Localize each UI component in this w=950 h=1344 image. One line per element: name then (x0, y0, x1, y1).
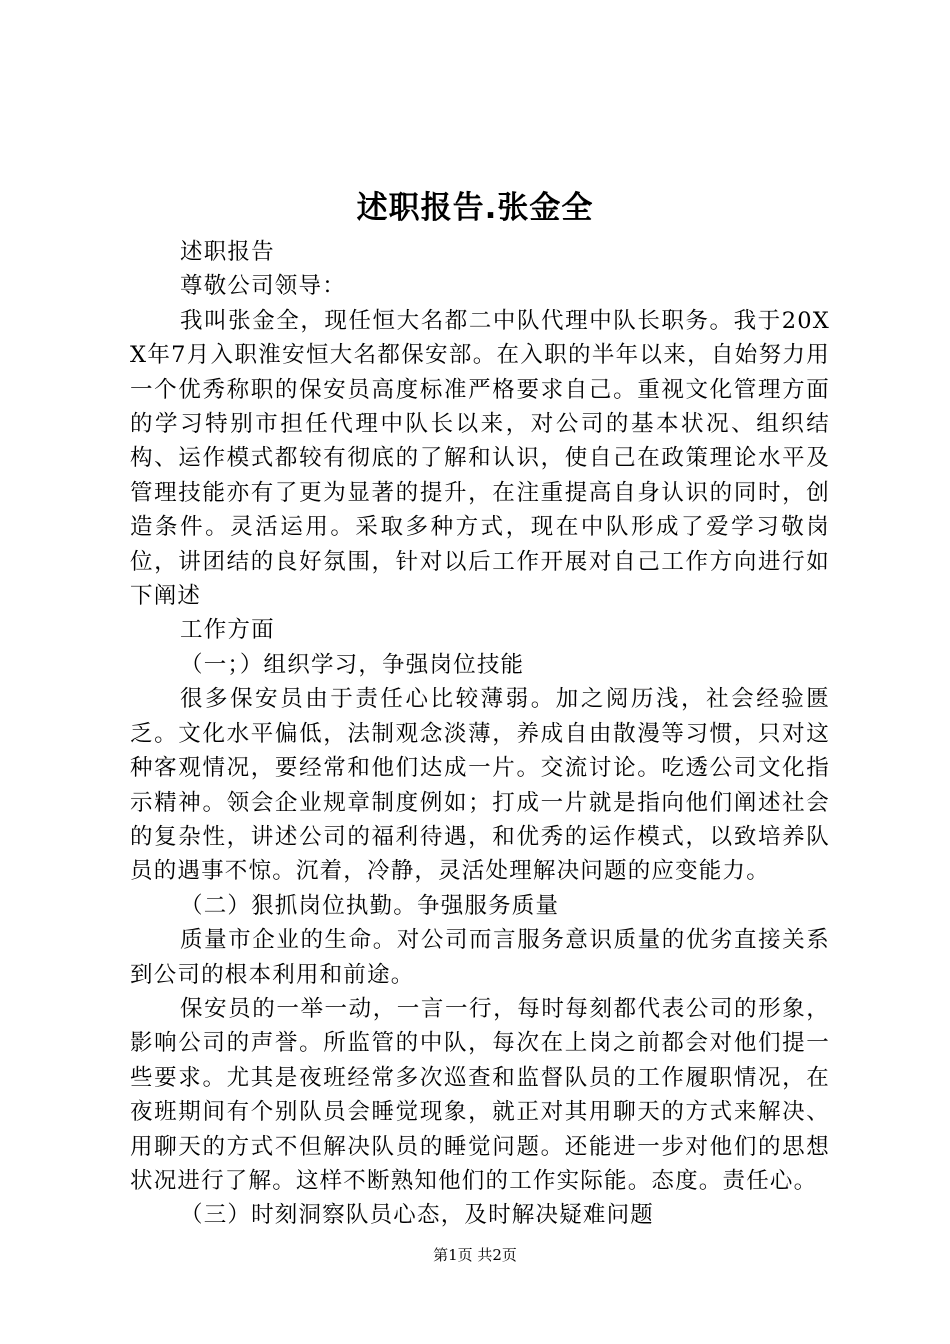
paragraph-intro: 我叫张金全，现任恒大名都二中队代理中队长职务。我于20XX年7月入职淮安恒大名都保安部。在入职的半年以来，自始努力用一个优秀称职的保安员高度标准严格要求自己。重视文化管理方面的学习特别市担任代理中队长以来，对公司的基本状况、组织结构、运作模式都较有彻底的了解和认识，使自己在政策理论水平及管理技能亦有了更为显著的提升，在注重提高自身认识的同时，创造条件。灵活运用。采取多种方式，现在中队形成了爱学习敬岗位，讲团结的良好氛围，针对以后工作开展对自己工作方向进行如下阐述 (130, 307, 830, 610)
document-title: 述职报告.张金全 (356, 190, 594, 226)
paragraph-body-1: 很多保安员由于责任心比较薄弱。加之阅历浅，社会经验匮乏。文化水平偏低，法制观念淡薄，养成自由散漫等习惯，只对这种客观情况，要经常和他们达成一片。交流讨论。吃透公司文化指示精神。领会企业规章制度例如；打成一片就是指向他们阐述社会的复杂性，讲述公司的福利待遇，和优秀的运作模式，以致培养队员的遇事不惊。沉着，冷静，灵活处理解决问题的应变能力。 (130, 686, 830, 885)
paragraph-subsection-3: （三）时刻洞察队员心态，及时解决疑难问题 (180, 1202, 655, 1229)
document-body (130, 235, 830, 1233)
paragraph-heading: 述职报告 (180, 239, 275, 265)
page-footer: 第1页 共2页 (433, 1246, 517, 1264)
paragraph-body-3: 保安员的一举一动，一言一行，每时每刻都代表公司的形象，影响公司的声誉。所监管的中队，每次在上岗之前都会对他们提一些要求。尤其是夜班经常多次巡查和监督队员的工作履职情况，在夜班期间有个别队员会睡觉现象，就正对其用聊天的方式来解决、用聊天的方式不但解决队员的睡觉问题。还能进一步对他们的思想状况进行了解。这样不断熟知他们的工作实际能。态度。责任心。 (130, 995, 830, 1194)
paragraph-salutation: 尊敬公司领导： (180, 273, 346, 300)
paragraph-subsection-2: （二）狠抓岗位执勤。争强服务质量 (180, 892, 560, 919)
paragraph-subsection-1: （一；）组织学习，争强岗位技能 (180, 651, 525, 678)
paragraph-body-2: 质量市企业的生命。对公司而言服务意识质量的优劣直接关系到公司的根本利用和前途。 (130, 927, 830, 988)
paragraph-section-work: 工作方面 (180, 617, 275, 644)
